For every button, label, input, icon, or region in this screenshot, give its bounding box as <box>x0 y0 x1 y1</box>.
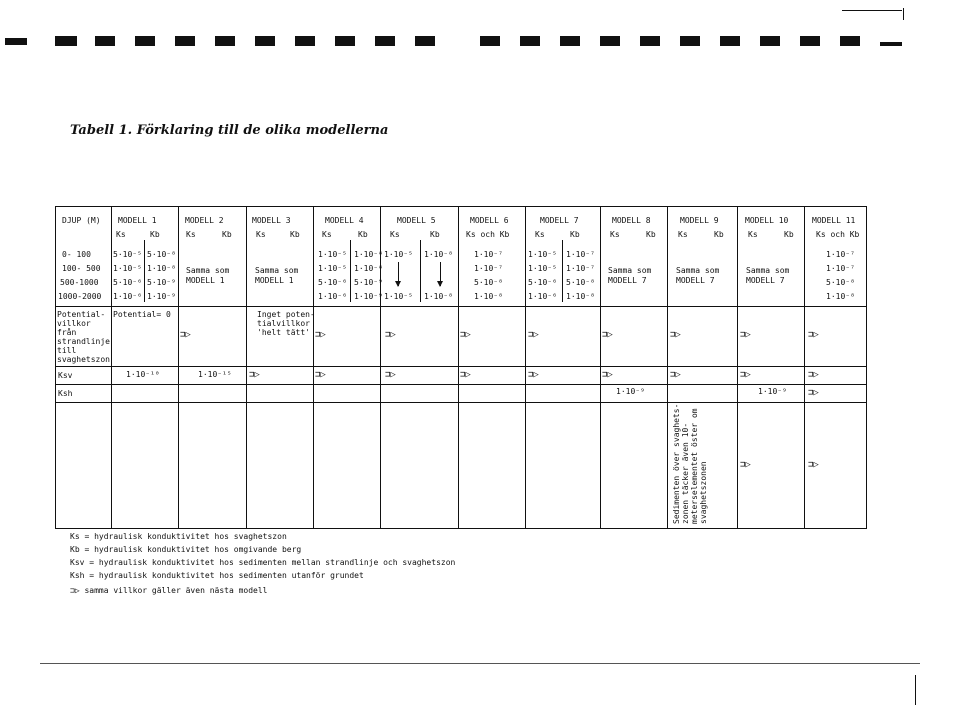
depth-3: 1000-2000 <box>58 292 102 301</box>
m10-same-line2: MODELL 7 <box>746 276 785 285</box>
m5-kb-top: 1·10⁻⁸ <box>424 250 453 259</box>
m1-ks-0: 5·10⁻⁵ <box>113 250 142 259</box>
m7-kb: Kb <box>570 230 580 239</box>
m11-1: 1·10⁻⁷ <box>826 264 855 273</box>
potential-m3: Inget poten- tialvillkor 'helt tätt' <box>257 310 315 337</box>
same-symbol-icon: ⊐▷ <box>180 330 191 340</box>
m5-kb: Kb <box>430 230 440 239</box>
same-symbol-icon: ⊐▷ <box>808 330 819 340</box>
m7-ks-2: 5·10⁻⁶ <box>528 278 557 287</box>
legend-item <box>70 586 268 595</box>
m4-ks-3: 1·10⁻⁶ <box>318 292 347 301</box>
m11-0: 1·10⁻⁷ <box>826 250 855 259</box>
model-2-header: MODELL 2 <box>185 216 224 225</box>
m8-same-line1: Samma som <box>608 266 652 275</box>
m7-ks-3: 1·10⁻⁶ <box>528 292 557 301</box>
legend-text: samma villkor gäller även nästa modell <box>84 586 268 595</box>
m5-ks-arrow <box>398 262 399 286</box>
m1-ks-1: 1·10⁻⁵ <box>113 264 142 273</box>
m9-ks: Ks <box>678 230 688 239</box>
legend-symbol: ⊐▷ <box>70 586 80 595</box>
depth-header: DJUP (M) <box>62 216 101 225</box>
m9-same-line2: MODELL 7 <box>676 276 715 285</box>
m6-3: 1·10⁻⁸ <box>474 292 503 301</box>
m6-0: 1·10⁻⁷ <box>474 250 503 259</box>
model-9-header: MODELL 9 <box>680 216 719 225</box>
same-symbol-icon: ⊐▷ <box>460 330 471 340</box>
m4-kb-1: 1·10⁻⁸ <box>354 264 383 273</box>
same-symbol-icon: ⊐▷ <box>528 370 539 380</box>
m10-same-line1: Samma som <box>746 266 790 275</box>
legend-text: = hydraulisk konduktivitet hos sedimenten mellan strandlinje och svaghetszon <box>89 558 456 567</box>
m1-kb-1: 1·10⁻⁸ <box>147 264 176 273</box>
m5-kb-arrow <box>440 262 441 286</box>
potential-m1: Potential= 0 <box>113 310 171 319</box>
legend-text: = hydraulisk konduktivitet hos omgivande berg <box>84 545 302 554</box>
m4-kb-0: 1·10⁻⁸ <box>354 250 383 259</box>
model-11-header: MODELL 11 <box>812 216 856 225</box>
table-title: Tabell 1. Förklaring till de olika modellerna <box>70 123 389 138</box>
m4-ks-0: 1·10⁻⁵ <box>318 250 347 259</box>
same-symbol-icon: ⊐▷ <box>602 330 613 340</box>
m2-same-line1: Samma som <box>186 266 230 275</box>
m7-kb-3: 1·10⁻⁸ <box>566 292 595 301</box>
m11-3: 1·10⁻⁸ <box>826 292 855 301</box>
legend-text: = hydraulisk konduktivitet hos sedimenten utanför grundet <box>89 571 364 580</box>
ksh-label: Ksh <box>58 389 73 398</box>
legend-item <box>70 532 287 541</box>
m7-kb-2: 5·10⁻⁸ <box>566 278 595 287</box>
m7-ks: Ks <box>535 230 545 239</box>
m9-same-line1: Samma som <box>676 266 720 275</box>
m11-ks-och-kb: Ks och Kb <box>816 230 860 239</box>
same-symbol-icon: ⊐▷ <box>249 370 260 380</box>
m10-ks: Ks <box>748 230 758 239</box>
m5-kb-bot: 1·10⁻⁸ <box>424 292 453 301</box>
m8-ks: Ks <box>610 230 620 239</box>
legend-symbol: Ksh <box>70 571 85 580</box>
same-symbol-icon: ⊐▷ <box>528 330 539 340</box>
model-4-header: MODELL 4 <box>325 216 364 225</box>
ksh-m10: 1·10⁻⁹ <box>758 387 787 396</box>
same-symbol-icon: ⊐▷ <box>740 370 751 380</box>
potential-label: Potential- villkor från strandlinje till svaghetszon <box>57 310 110 364</box>
model-7-header: MODELL 7 <box>540 216 579 225</box>
same-symbol-icon: ⊐▷ <box>315 330 326 340</box>
m9-kb: Kb <box>714 230 724 239</box>
m3-same-line2: MODELL 1 <box>255 276 294 285</box>
ksv-m2: 1·10⁻¹⁵ <box>198 370 232 379</box>
same-symbol-icon: ⊐▷ <box>670 330 681 340</box>
legend-item <box>70 545 301 554</box>
m10-kb: Kb <box>784 230 794 239</box>
same-symbol-icon: ⊐▷ <box>808 460 819 470</box>
depth-1: 100- 500 <box>62 264 101 273</box>
same-symbol-icon: ⊐▷ <box>808 370 819 380</box>
m6-2: 5·10⁻⁸ <box>474 278 503 287</box>
m1-kb: Kb <box>150 230 160 239</box>
m4-ks: Ks <box>322 230 332 239</box>
same-symbol-icon: ⊐▷ <box>315 370 326 380</box>
same-symbol-icon: ⊐▷ <box>740 330 751 340</box>
m2-kb: Kb <box>222 230 232 239</box>
m3-ks: Ks <box>256 230 266 239</box>
m2-ks: Ks <box>186 230 196 239</box>
legend-item <box>70 558 455 567</box>
m4-kb-2: 5·10⁻⁹ <box>354 278 383 287</box>
depth-2: 500-1000 <box>60 278 99 287</box>
m4-ks-1: 1·10⁻⁵ <box>318 264 347 273</box>
m5-ks-top: 1·10⁻⁵ <box>384 250 413 259</box>
m8-same-line2: MODELL 7 <box>608 276 647 285</box>
legend-item <box>70 571 364 580</box>
m4-kb-3: 1·10⁻⁹ <box>354 292 383 301</box>
model-6-header: MODELL 6 <box>470 216 509 225</box>
same-symbol-icon: ⊐▷ <box>670 370 681 380</box>
m1-ks-3: 1·10⁻⁶ <box>113 292 142 301</box>
depth-0: 0- 100 <box>62 250 91 259</box>
legend-symbol: Ks <box>70 532 80 541</box>
model-8-header: MODELL 8 <box>612 216 651 225</box>
model-1-header: MODELL 1 <box>118 216 157 225</box>
m3-same-line1: Samma som <box>255 266 299 275</box>
m11-2: 5·10⁻⁸ <box>826 278 855 287</box>
legend-symbol: Kb <box>70 545 80 554</box>
ksv-label: Ksv <box>58 371 73 380</box>
m1-kb-3: 1·10⁻⁹ <box>147 292 176 301</box>
m5-ks-bot: 1·10⁻⁵ <box>384 292 413 301</box>
m1-kb-0: 5·10⁻⁸ <box>147 250 176 259</box>
ksv-m1: 1·10⁻¹⁰ <box>126 370 160 379</box>
m6-1: 1·10⁻⁷ <box>474 264 503 273</box>
m7-kb-1: 1·10⁻⁷ <box>566 264 595 273</box>
m4-ks-2: 5·10⁻⁶ <box>318 278 347 287</box>
m7-ks-0: 1·10⁻⁵ <box>528 250 557 259</box>
m3-kb: Kb <box>290 230 300 239</box>
m5-ks: Ks <box>390 230 400 239</box>
model-5-header: MODELL 5 <box>397 216 436 225</box>
m6-kb-och-ks: Ks och Kb <box>466 230 510 239</box>
same-symbol-icon: ⊐▷ <box>385 370 396 380</box>
m8-kb: Kb <box>646 230 656 239</box>
same-symbol-icon: ⊐▷ <box>385 330 396 340</box>
sediment-note-m9: Sedimenten över svaghets- zonen täcker även 10- meterselementet öster om svaghetszonen <box>672 403 708 524</box>
model-10-header: MODELL 10 <box>745 216 789 225</box>
legend-text: = hydraulisk konduktivitet hos svaghetszon <box>84 532 287 541</box>
same-symbol-icon: ⊐▷ <box>460 370 471 380</box>
m7-ks-1: 1·10⁻⁵ <box>528 264 557 273</box>
ksh-m8: 1·10⁻⁹ <box>616 387 645 396</box>
legend-symbol: Ksv <box>70 558 85 567</box>
m4-kb: Kb <box>358 230 368 239</box>
m1-ks-2: 5·10⁻⁶ <box>113 278 142 287</box>
model-3-header: MODELL 3 <box>252 216 291 225</box>
m7-kb-0: 1·10⁻⁷ <box>566 250 595 259</box>
m1-ks: Ks <box>116 230 126 239</box>
same-symbol-icon: ⊐▷ <box>808 388 819 398</box>
m2-same-line2: MODELL 1 <box>186 276 225 285</box>
same-symbol-icon: ⊐▷ <box>740 460 751 470</box>
m1-kb-2: 5·10⁻⁹ <box>147 278 176 287</box>
same-symbol-icon: ⊐▷ <box>602 370 613 380</box>
